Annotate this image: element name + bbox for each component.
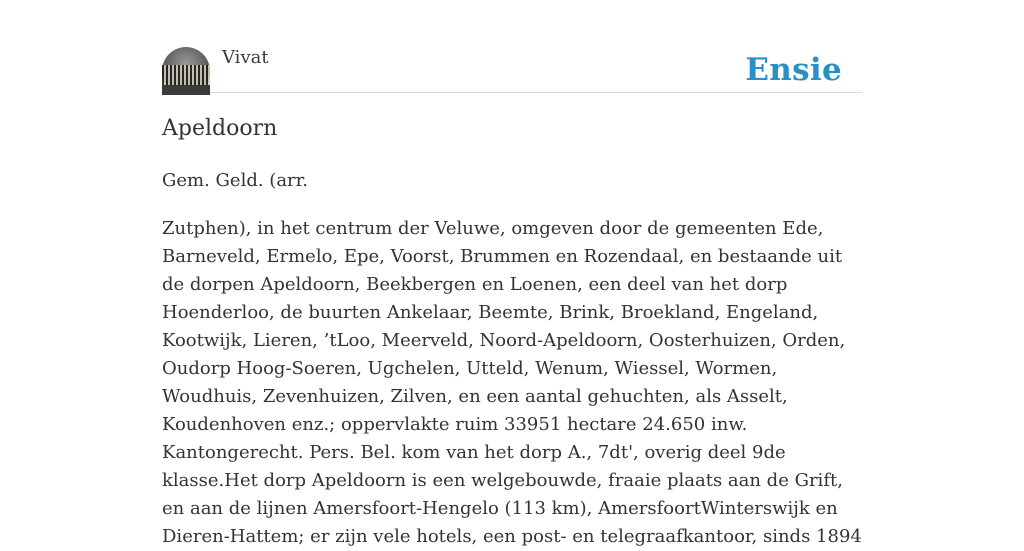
article-subtitle: Gem. Geld. (arr. xyxy=(162,170,309,191)
avatar-image-base xyxy=(162,85,210,95)
author-name[interactable]: Vivat xyxy=(222,47,269,68)
brand-logo[interactable]: Ensie xyxy=(745,52,842,88)
avatar-image-detail xyxy=(162,65,210,87)
page-header xyxy=(162,44,862,93)
author-avatar[interactable] xyxy=(162,47,210,95)
article-body: Zutphen), in het centrum der Veluwe, omgeven door de gemeenten Ede, Barneveld, Ermelo, Epe, Voorst, Brummen en Rozendaal, en bestaande uit de dorpen Apeldoorn, Beekbergen en Loenen, een deel van het dorp Hoenderloo, de buurten Ankelaar, Beemte, Brink, Broekland, Engeland, Kootwijk, Lieren, ’tLoo, Meerveld, Noord-Apeldoorn, Oosterhuizen, Orden, Oudorp Hoog-Soeren, Ugchelen, Utteld, Wenum, Wiessel, Wormen, Woudhuis, Zevenhuizen, Zilven, en een aantal gehuchten, als Asselt, Koudenhoven enz.; oppervlakte ruim 33951 hectare 24.650 inw. Kantongerecht. Pers. Bel. kom van het dorp A., 7dt', overig deel 9de klasse.Het dorp Apeldoorn is een welgebouwde, fraaie plaats aan de Grift, en aan de lijnen Amersfoort-Hengelo (113 km), AmersfoortWinterswijk en Dieren-Hattem; er zijn vele hotels, een post- en telegraafkantoor, sinds 1894 xyxy=(162,218,862,547)
article-title: Apeldoorn xyxy=(162,116,278,141)
